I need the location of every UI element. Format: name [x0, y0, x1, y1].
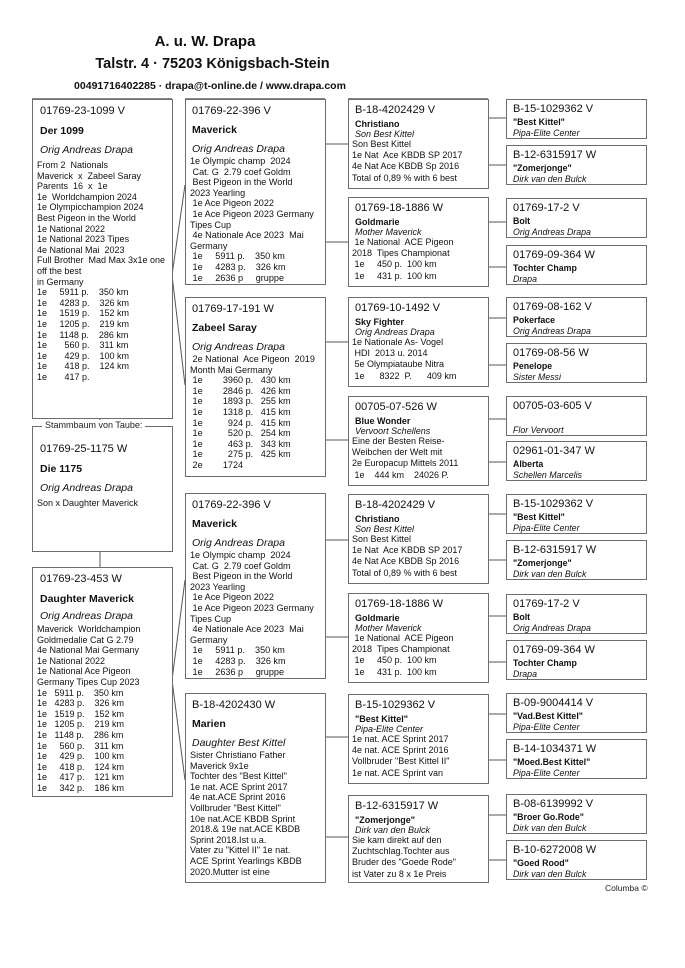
pigeon-origin: Orig Andreas Drapa [355, 327, 435, 337]
pedigree-box-gen3[interactable] [348, 396, 489, 486]
pigeon-origin: Pipa-Elite Center [513, 127, 580, 138]
pigeon-name: "Zomerjonge" [513, 163, 572, 173]
pedigree-box-gen4[interactable] [506, 594, 647, 634]
pigeon-name [513, 414, 643, 425]
pigeon-name: "Best Kittel" [513, 117, 565, 127]
pigeon-name: Alberta [513, 459, 544, 469]
ring-number: 00705-07-526 W [355, 401, 437, 413]
pigeon-name: "Vad.Best Kittel" [513, 711, 583, 721]
pedigree-box-gen3[interactable] [348, 694, 489, 784]
ring-number: B-18-4202429 V [355, 499, 436, 511]
pigeon-name: "Broer Go.Rode" [513, 812, 584, 822]
pigeon-name: "Moed.Best Kittel" [513, 757, 591, 767]
pigeon-name: "Zomerjonge" [513, 558, 572, 568]
ring-number: B-12-6315917 W [513, 149, 597, 161]
pigeon-achievements: Son Best Kittel 1e Nat Ace KBDB SP 2017 4e Nat Ace KBDB Sp 2016 Total of 0,89 % with 6 best [352, 139, 463, 183]
connector-line [172, 275, 185, 385]
ring-number: B-08-6139992 V [513, 798, 594, 810]
ring-number: B-15-1029362 V [513, 498, 594, 510]
pigeon-achievements: Maverick Worldchampion Goldmedalie Cat G 2.79 4e National Mai Germany 1e National 2022 1e National Ace Pigeon Germany Tipes Cup 2023 1e 5911 p. 350 km 1e 4283 p. 326 km 1e 1519 p. 152 km 1e 1205 p. 219 km 1e 1148 p. 286 km 1e 560 p. 311 km 1e 429 p. 100 km 1e 418 p. 124 km 1e 417 p. 121 km 1e 342 p. 186 km [37, 624, 141, 793]
pigeon-achievements: Eine der Besten Reise- Weibchen der Welt mit 2e Europacup Mittels 2011 1e 444 km 24026 P. [352, 436, 459, 480]
pedigree-box-gen3[interactable] [348, 297, 489, 387]
pigeon-name: Bolt [513, 612, 531, 622]
ring-number: B-12-6315917 W [513, 544, 597, 556]
pigeon-name: Goldmarie [355, 613, 400, 623]
pigeon-name: Zabeel Saray [192, 322, 257, 334]
stammbaum-label: Stammbaum von Taube: [42, 420, 145, 430]
breeder-address: Talstr. 4 · 75203 Königsbach-Stein [95, 56, 330, 72]
ring-number: 01769-22-396 V [192, 499, 271, 511]
pedigree-box-sibling[interactable] [32, 426, 173, 552]
pigeon-name: Penelope [513, 361, 553, 371]
pigeon-origin: Daughter Best Kittel [192, 737, 286, 749]
pigeon-origin: Orig Andreas Drapa [513, 622, 591, 633]
ring-number: B-18-4202429 V [355, 104, 436, 116]
pigeon-origin: Dirk van den Bulck [355, 825, 431, 835]
ring-number: 01769-10-1492 V [355, 302, 441, 314]
pigeon-name: Daughter Maverick [40, 593, 134, 605]
pigeon-achievements: 1e Nationale As- Vogel HDI 2013 u. 2014 5e Olympiataube Nitra 1e 8322 P. 409 km [352, 337, 457, 381]
ring-number: 00705-03-605 V [513, 400, 592, 412]
pedigree-box-gen4[interactable] [506, 297, 647, 337]
pigeon-origin: Orig Andreas Drapa [513, 325, 591, 336]
pigeon-name: Maverick [192, 518, 237, 530]
pigeon-origin: Pipa-Elite Center [513, 522, 580, 533]
pedigree-box-gen3[interactable] [348, 494, 489, 584]
ring-number: 01769-23-453 W [40, 573, 122, 585]
ring-number: B-15-1029362 V [355, 699, 436, 711]
pigeon-origin: Orig Andreas Drapa [513, 226, 591, 237]
pigeon-name: Blue Wonder [355, 416, 411, 426]
pedigree-box-gen3[interactable] [348, 197, 489, 287]
pedigree-box-gen4[interactable] [506, 198, 647, 238]
pigeon-origin: Pipa-Elite Center [513, 721, 580, 732]
pigeon-origin: Dirk van den Bulck [513, 822, 587, 833]
pigeon-origin: Flor Vervoort [513, 424, 564, 435]
pedigree-box-gen4[interactable] [506, 693, 647, 733]
pigeon-name: "Best Kittel" [513, 512, 565, 522]
pedigree-box-gen2[interactable] [185, 493, 326, 679]
pigeon-origin: Dirk van den Bulck [513, 568, 587, 579]
pigeon-achievements: Sie kam direkt auf den Zuchtschlag.Tochter aus Bruder des "Goede Rode" ist Vater zu 8 x 1e Preis [352, 835, 456, 879]
pigeon-achievements: 1e nat. ACE Sprint 2017 4e nat. ACE Sprint 2016 Vollbruder "Best Kittel II" 1e nat. ACE Sprint van [352, 734, 450, 778]
pigeon-name: Christiano [355, 514, 400, 524]
pedigree-box-gen3[interactable] [348, 99, 489, 189]
pigeon-name: Christiano [355, 119, 400, 129]
pedigree-box-gen3[interactable] [348, 795, 489, 883]
pedigree-box-gen2[interactable] [185, 297, 326, 477]
ring-number: 01769-18-1886 W [355, 202, 444, 214]
ring-number: 01769-08-56 W [513, 347, 589, 359]
ring-number: B-18-4202430 W [192, 699, 276, 711]
pigeon-origin: Son Best Kittel [355, 524, 415, 534]
pedigree-box-gen4[interactable] [506, 640, 647, 680]
pedigree-box-gen4[interactable] [506, 343, 647, 383]
pigeon-origin: Orig Andreas Drapa [192, 341, 285, 353]
ring-number: 01769-17-191 W [192, 303, 274, 315]
pigeon-achievements: Sister Christiano Father Maverick 9x1e Tochter des "Best Kittel" 1e nat. ACE Sprint 2017 4e nat.ACE Sprint 2016 Vollbruder "Best Kittel" 10e nat.ACE KBDB Sprint 2018.& 19e nat.ACE KBDB Sprint 2018.Ist u.a. Vater zu "Kittel II" 1e nat. ACE Sprint Yearlings KBDB 2020.Mutter ist eine [190, 750, 302, 877]
pedigree-box-gen4[interactable] [506, 396, 647, 436]
pigeon-name: Tochter Champ [513, 263, 577, 273]
ring-number: 01769-09-364 W [513, 249, 595, 261]
ring-number: B-12-6315917 W [355, 800, 439, 812]
pigeon-name: Sky Fighter [355, 317, 405, 327]
pigeon-origin: Mother Maverick [355, 227, 422, 237]
pigeon-origin: Dirk van den Bulck [513, 868, 587, 879]
pigeon-origin: Mother Maverick [355, 623, 422, 633]
connector-line [172, 185, 185, 275]
pigeon-origin: Orig Andreas Drapa [40, 610, 133, 622]
pigeon-name: "Zomerjonge" [355, 815, 416, 825]
ring-number: 01769-08-162 V [513, 301, 592, 313]
pigeon-name: Marien [192, 718, 226, 730]
pedigree-box-gen2[interactable] [185, 99, 326, 285]
pigeon-achievements: Son x Daughter Maverick [37, 498, 139, 508]
ring-number: 01769-25-1175 W [40, 443, 128, 455]
pedigree-box-subject[interactable] [32, 99, 173, 419]
pedigree-box-gen4[interactable] [506, 99, 647, 139]
pigeon-origin: Schellen Marcelis [513, 469, 582, 480]
pigeon-name: Maverick [192, 124, 237, 136]
pigeon-origin: Vervoort Schellens [355, 426, 431, 436]
pedigree-box-gen4[interactable] [506, 540, 647, 580]
pedigree-box-gen4[interactable] [506, 794, 647, 834]
ring-number: 01769-18-1886 W [355, 598, 444, 610]
ring-number: 01769-17-2 V [513, 598, 580, 610]
pedigree-box-gen3[interactable] [348, 593, 489, 683]
breeder-name: A. u. W. Drapa [154, 33, 256, 50]
ring-number: 01769-23-1099 V [40, 105, 126, 117]
pigeon-name: Bolt [513, 216, 531, 226]
pigeon-achievements: 2e National Ace Pigeon 2019 Month Mai Germany 1e 3960 p. 430 km 1e 2846 p. 426 km 1e 1893 p. 255 km 1e 1318 p. 415 km 1e 924 p. 415 km 1e 520 p. 254 km 1e 463 p. 343 km 1e 275 p. 425 km 2e 1724 [190, 354, 315, 470]
ring-number: 01769-09-364 W [513, 644, 595, 656]
ring-number: 01769-17-2 V [513, 202, 580, 214]
pedigree-box-gen4[interactable] [506, 739, 647, 779]
pedigree-box-gen4[interactable] [506, 145, 647, 185]
pigeon-achievements: Son Best Kittel 1e Nat Ace KBDB SP 2017 4e Nat Ace KBDB Sp 2016 Total of 0,89 % with 6 best [352, 534, 463, 578]
ring-number: B-14-1034371 W [513, 743, 597, 755]
ring-number: B-15-1029362 V [513, 103, 594, 115]
pigeon-achievements: From 2 Nationals Maverick x Zabeel Saray Parents 16 x 1e 1e Worldchampion 2024 1e Olympicchampion 2024 Best Pigeon in the World 1e National 2022 1e National 2023 Tipes 4e National Mai 2023 Full Brother Mad Max 3x1e one off the best in Germany 1e 5911 p. 350 km 1e 4283 p. 326 km 1e 1519 p. 152 km 1e 1205 p. 219 km 1e 1148 p. 286 km 1e 560 p. 311 km 1e 429 p. 100 km 1e 418 p. 124 km 1e 417 p. [37, 160, 166, 382]
pigeon-origin: Orig Andreas Drapa [40, 482, 133, 494]
pigeon-name: Der 1099 [40, 125, 84, 137]
pigeon-origin: Son Best Kittel [355, 129, 415, 139]
pigeon-origin: Drapa [513, 668, 537, 679]
pedigree-box-gen2[interactable] [185, 693, 326, 883]
pedigree-box-gen4[interactable] [506, 840, 647, 880]
pigeon-origin: Orig Andreas Drapa [40, 144, 133, 156]
pigeon-name: Die 1175 [40, 463, 83, 475]
pigeon-origin: Orig Andreas Drapa [192, 537, 285, 549]
pigeon-origin: Sister Messi [513, 371, 561, 382]
pigeon-name: Goldmarie [355, 217, 400, 227]
pigeon-origin: Pipa-Elite Center [513, 767, 580, 778]
ring-number: B-10-6272008 W [513, 844, 597, 856]
pigeon-origin: Orig Andreas Drapa [192, 143, 285, 155]
pigeon-name: Tochter Champ [513, 658, 577, 668]
breeder-contact: 00491716402285 · drapa@t-online.de / www.drapa.com [74, 80, 346, 92]
pigeon-origin: Pipa-Elite Center [355, 724, 424, 734]
ring-number: B-09-9004414 V [513, 697, 594, 709]
pedigree-box-dam[interactable] [32, 567, 173, 797]
pedigree-box-gen4[interactable] [506, 441, 647, 481]
pigeon-origin: Drapa [513, 273, 537, 284]
pigeon-name: "Goed Rood" [513, 858, 569, 868]
pigeon-achievements: 1e Olympic champ 2024 Cat. G 2.79 coef Goldm Best Pigeon in the World 2023 Yearling 1e Ace Pigeon 2022 1e Ace Pigeon 2023 Germany Tipes Cup 4e Nationale Ace 2023 Mai Germany 1e 5911 p. 350 km 1e 4283 p. 326 km 1e 2636 p gruppe [190, 550, 314, 677]
pigeon-name: Pokerface [513, 315, 556, 325]
pigeon-origin: Dirk van den Bulck [513, 173, 587, 184]
pigeon-achievements: 1e National ACE Pigeon 2018 Tipes Championat 1e 450 p. 100 km 1e 431 p. 100 km [352, 237, 454, 281]
pigeon-achievements: 1e National ACE Pigeon 2018 Tipes Championat 1e 450 p. 100 km 1e 431 p. 100 km [352, 633, 454, 677]
pedigree-box-gen4[interactable] [506, 245, 647, 285]
pigeon-achievements: 1e Olympic champ 2024 Cat. G 2.79 coef Goldm Best Pigeon in the World 2023 Yearling 1e Ace Pigeon 2022 1e Ace Pigeon 2023 Germany Tipes Cup 4e Nationale Ace 2023 Mai Germany 1e 5911 p. 350 km 1e 4283 p. 326 km 1e 2636 p gruppe [190, 156, 314, 283]
connector-line [172, 580, 185, 680]
ring-number: 02961-01-347 W [513, 445, 595, 457]
pigeon-name: "Best Kittel" [355, 714, 409, 724]
pedigree-box-gen4[interactable] [506, 494, 647, 534]
footer-copyright: Columba © [605, 883, 648, 893]
connector-line [172, 680, 185, 780]
ring-number: 01769-22-396 V [192, 105, 271, 117]
